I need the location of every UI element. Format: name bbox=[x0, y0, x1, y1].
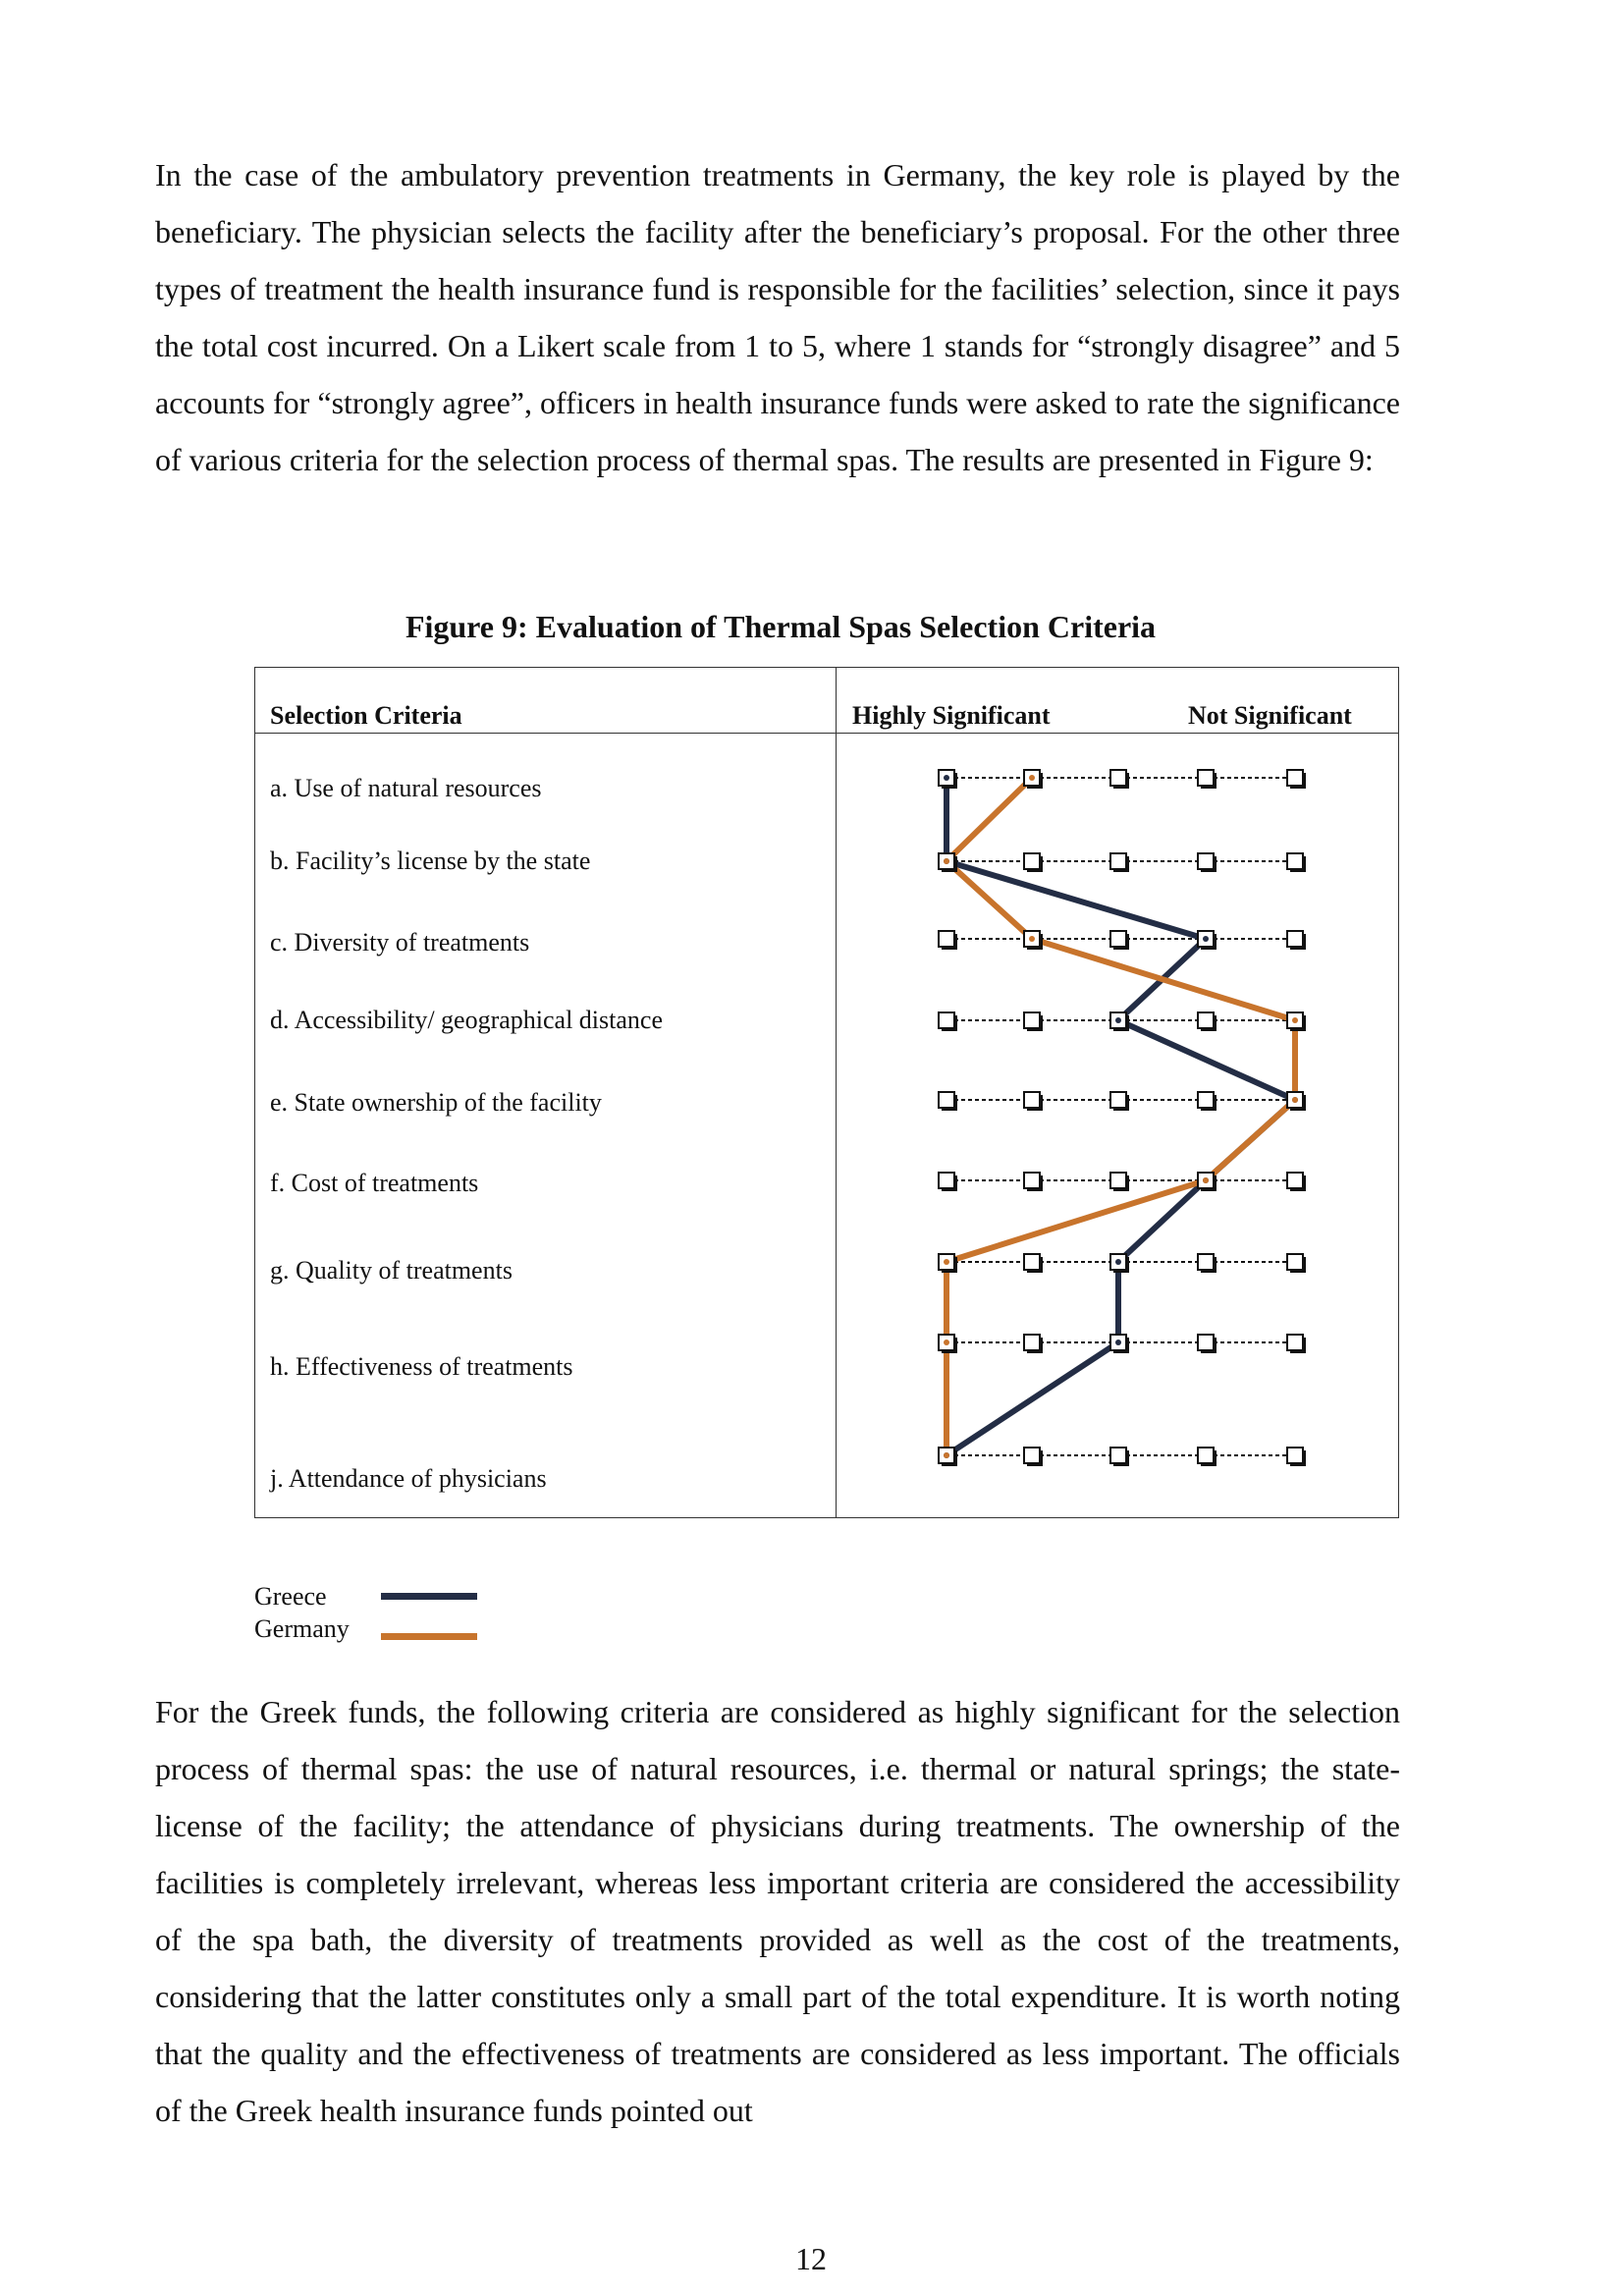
legend-line-germany bbox=[381, 1633, 477, 1640]
figure-column-divider bbox=[836, 667, 837, 1518]
criterion-label: h. Effectiveness of treatments bbox=[270, 1352, 573, 1381]
header-highly-significant: Highly Significant bbox=[852, 701, 1051, 730]
legend-label-greece: Greece bbox=[254, 1582, 327, 1611]
discussion-paragraph: For the Greek funds, the following criteria are considered as highly significant for the selection process of thermal spas: the use of natural resources, i.e. thermal or natural springs; the state-license of the facility; the attendance of physicians during treatments. The ownership of the facilities is completely irrelevant, whereas less important criteria are considered the accessibility of the spa bath, the diversity of treatments provided as well as the cost of the treatments, considering that the latter constitutes only a small part of the total expenditure. It is worth noting that the quality and the effectiveness of treatments are considered as less important. The officials of the Greek health insurance funds pointed out bbox=[155, 1694, 1400, 2128]
page-number: 12 bbox=[795, 2241, 827, 2276]
criterion-label: f. Cost of treatments bbox=[270, 1169, 479, 1197]
header-selection-criteria: Selection Criteria bbox=[270, 701, 462, 730]
criterion-label: c. Diversity of treatments bbox=[270, 928, 530, 957]
criterion-label: e. State ownership of the facility bbox=[270, 1088, 602, 1117]
criterion-label: g. Quality of treatments bbox=[270, 1256, 513, 1285]
criterion-label: b. Facility’s license by the state bbox=[270, 847, 591, 875]
intro-paragraph: In the case of the ambulatory prevention treatments in Germany, the key role is played by the beneficiary. The physician selects the facility after the beneficiary’s proposal. For the other three types of treatment the health insurance fund is responsible for the facilities’ selection, since it pays the total cost incurred. On a Likert scale from 1 to 5, where 1 stands for “strongly disagree” and 5 accounts for “strongly agree”, officers in health insurance funds were asked to rate the significance of various criteria for the selection process of thermal spas. The results are presented in Figure 9: bbox=[155, 157, 1400, 477]
criterion-label: j. Attendance of physicians bbox=[270, 1464, 547, 1493]
legend-label-germany: Germany bbox=[254, 1614, 350, 1643]
header-not-significant: Not Significant bbox=[1188, 701, 1352, 730]
criterion-label: d. Accessibility/ geographical distance bbox=[270, 1006, 663, 1034]
criterion-label: a. Use of natural resources bbox=[270, 774, 542, 802]
figure-header-rule bbox=[254, 733, 1399, 734]
figure-title: Figure 9: Evaluation of Thermal Spas Selection Criteria bbox=[405, 609, 1157, 644]
legend-line-greece bbox=[381, 1593, 477, 1600]
